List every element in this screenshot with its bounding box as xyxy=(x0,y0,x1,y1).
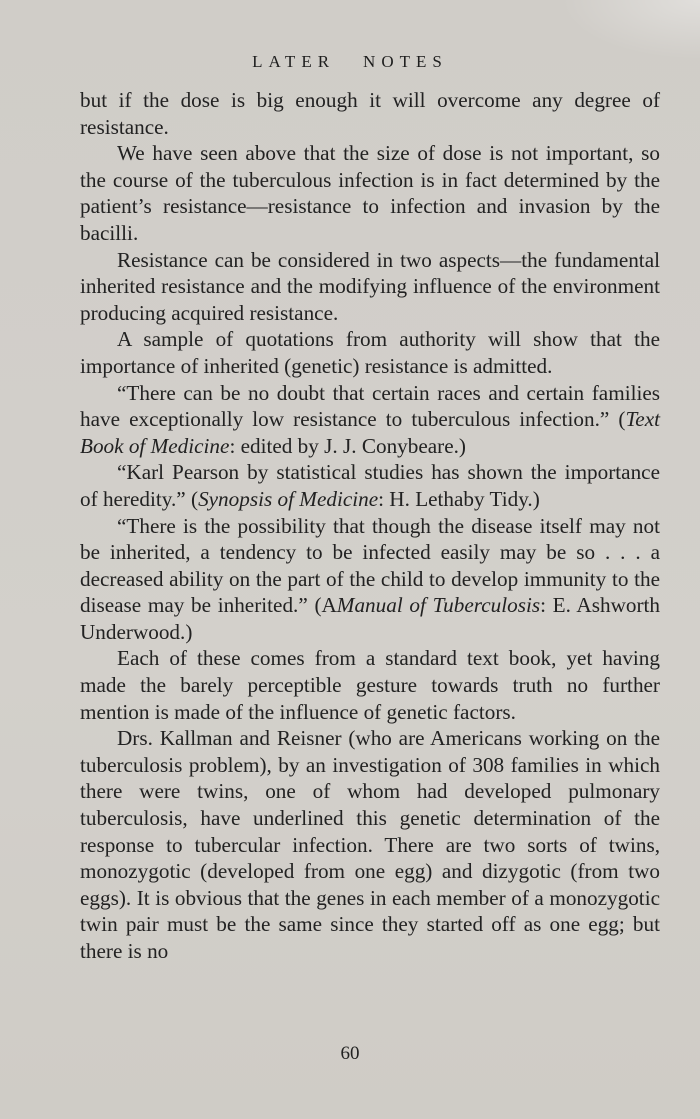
quote-text: “There is the possibility that though the disease itself may not be inherited, a tendency to be infected easily may be so . . . a decreased ability on the part of the child to develop immunity to the disease may be inherited.” xyxy=(80,513,660,618)
running-head-word-1: LATER xyxy=(252,52,336,71)
paragraph-standard-text-books: Each of these comes from a standard text book, yet having made the barely perceptible gesture towards truth no further mention is made of the influence of genetic factors. xyxy=(80,646,660,724)
paragraph-quotations-intro: A sample of quotations from authority will show that the importance of inherited (genetic) resistance is admitted. xyxy=(80,327,660,378)
quote-source-title: Text Book of Medicine xyxy=(80,407,660,458)
body-text xyxy=(80,87,660,965)
quotation-synopsis-of-medicine xyxy=(80,459,660,512)
quote-text: “Karl Pearson by statistical studies has shown the importance of heredity.” xyxy=(80,460,660,511)
quote-source-rest: : edited by J. J. Conybeare.) xyxy=(229,433,466,458)
paragraph-dose: We have seen above that the size of dose is not important, so the course of the tuberculous infection is in fact determined by the patient’s resistance—resistance to infection and invasion by the bacilli. xyxy=(80,141,660,245)
quote-source-open: ( xyxy=(618,407,626,432)
quote-source-open: ( xyxy=(191,486,199,511)
paragraph-resistance-aspects: Resistance can be considered in two aspects—the fundamental inherited resistance and the modifying influence of the environment producing acquired resistance. xyxy=(80,247,660,325)
quote-source-rest: : E. Ashworth Underwood.) xyxy=(80,593,660,644)
paragraph-continuation: but if the dose is big enough it will overcome any degree of resistance. xyxy=(80,88,660,139)
quote-source-rest: : H. Lethaby Tidy.) xyxy=(378,486,540,511)
quotation-text-book-of-medicine xyxy=(80,380,660,460)
page-corner-shading xyxy=(560,0,700,60)
paragraph-kallman-reisner: Drs. Kallman and Reisner (who are Americans working on the tuberculosis problem), by an investigation of 308 families in which there were twins, one of whom had developed pulmonary tuberculosis, have underlined this genetic determination of the response to tubercular infection. There are two sorts of twins, monozygotic (developed from one egg) and dizygotic (from two eggs). It is obvious that the genes in each member of a monozygotic twin pair must be the same since they started off as one egg; but there is no xyxy=(80,726,660,963)
quote-text: “There can be no doubt that certain races and certain families have exceptionally low resistance to tuberculous infection.” xyxy=(80,380,660,432)
running-head-word-2: NOTES xyxy=(363,52,448,71)
running-head xyxy=(0,52,700,72)
page-number: 60 xyxy=(340,1043,360,1064)
quote-source-title: Synopsis of Medicine xyxy=(198,486,379,511)
quotation-manual-of-tuberculosis xyxy=(80,513,660,646)
quote-source-title: Manual of Tuberculosis xyxy=(336,593,541,618)
quote-source-open: (A xyxy=(314,593,337,618)
